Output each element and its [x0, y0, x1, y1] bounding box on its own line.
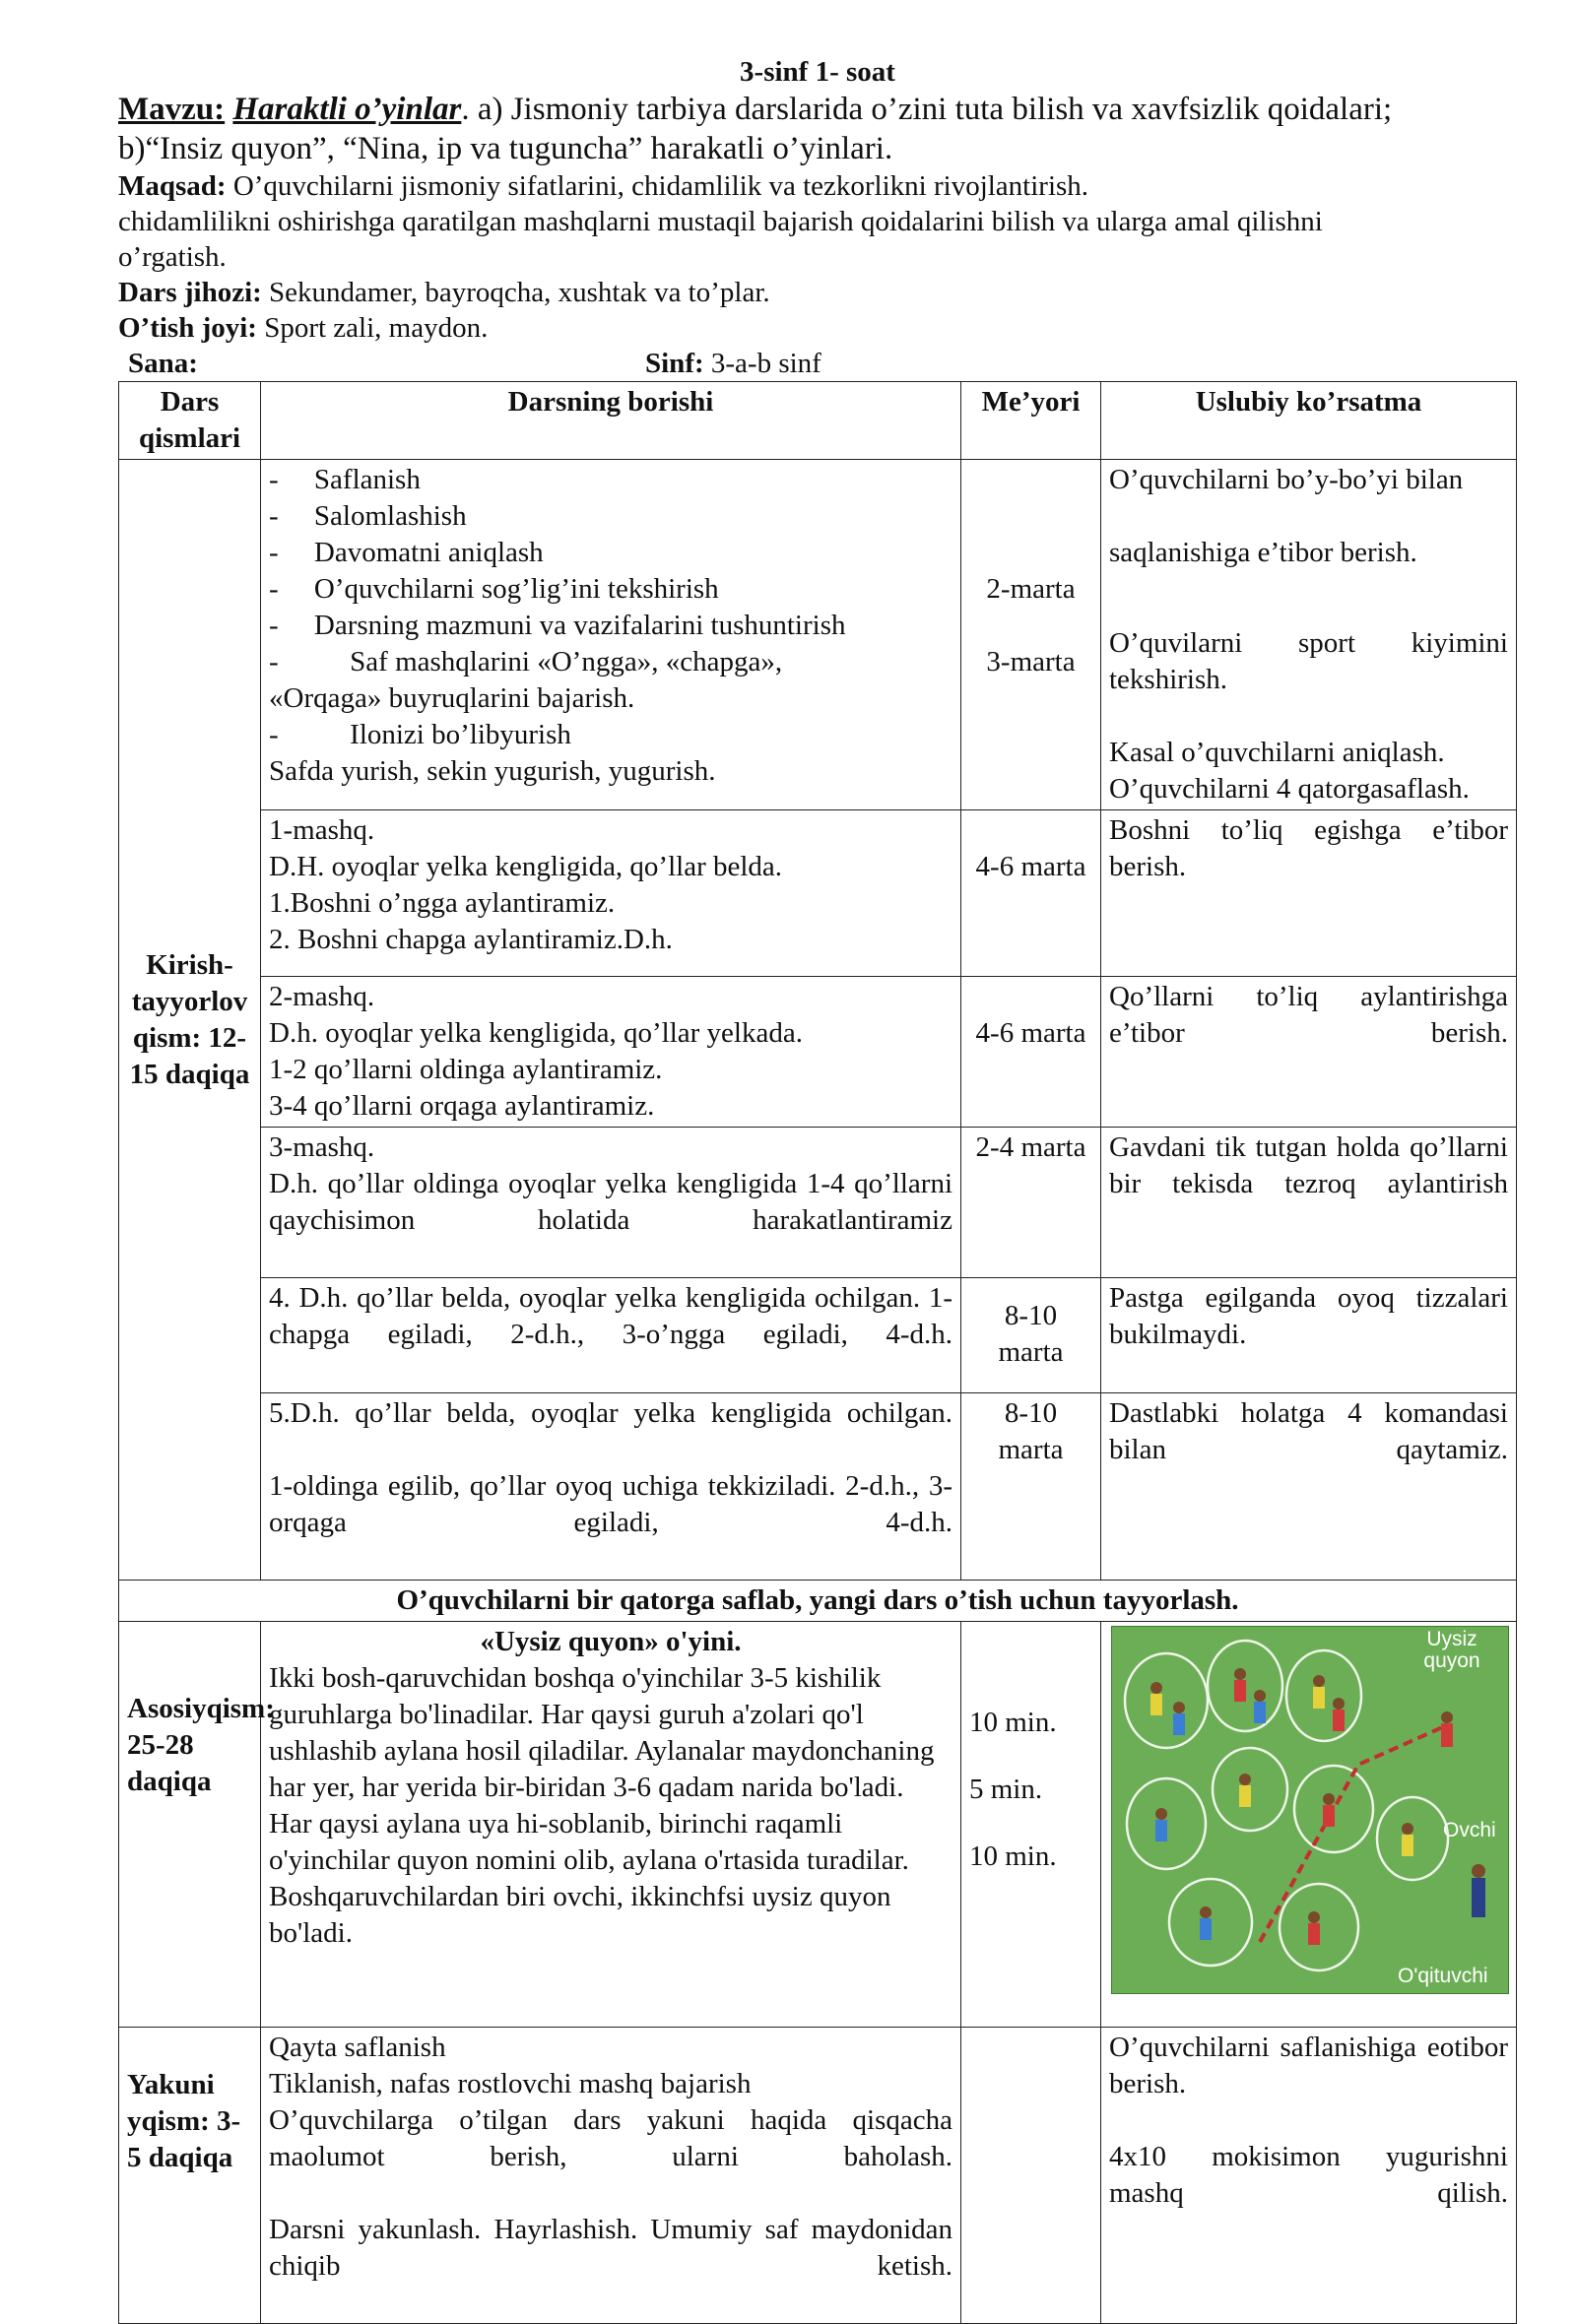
table-header-row	[119, 382, 1517, 460]
list-item: - O’quvchilarni sog’lig’ini tekshirish	[269, 573, 719, 605]
list-item: - Saflanish	[269, 464, 421, 495]
teacher-label: O'qituvchi	[1398, 1965, 1488, 1987]
exercise-3	[261, 1128, 961, 1278]
table-row	[119, 1278, 1517, 1393]
intro-notes	[1101, 460, 1517, 810]
topic-line	[118, 90, 1517, 129]
lesson-plan-page	[118, 54, 1517, 2324]
norm-value: 8-10 marta	[961, 1393, 1101, 1581]
note-text: Boshni to’liq egishga e’tibor berish.	[1101, 810, 1517, 977]
norm-value: 2-4 marta	[961, 1128, 1101, 1278]
venue-line	[118, 310, 1517, 346]
main-norms	[961, 1622, 1101, 2028]
topic-line-2: b)“Insiz quyon”, “Nina, ip va tuguncha” harakatli o’yinlari.	[118, 131, 893, 166]
section-main-label: Asosiyqism: 25-28 daqiqa	[119, 1622, 261, 2028]
exercise-line: 2. Boshni chapga aylantiramiz.D.h.	[269, 924, 673, 955]
homeless-rabbit-label: Uysiz quyon	[1423, 1628, 1480, 1672]
hunter-label: Ovchi	[1443, 1819, 1496, 1841]
intro-norms	[961, 460, 1101, 810]
venue-label: O’tish joyi:	[118, 312, 257, 344]
note-text: Gavdani tik tutgan holda qo’llarni bir tekisda tezroq aylantirish	[1101, 1128, 1517, 1278]
table-row	[119, 810, 1517, 977]
goal-line-3: o’rgatish.	[118, 241, 227, 273]
playground-drawing	[1112, 1627, 1508, 1993]
intro-steps	[261, 460, 961, 810]
norm-value: 5 min.	[969, 1774, 1043, 1805]
final-steps	[261, 2028, 961, 2324]
norm-text: 8-10 marta	[998, 1300, 1064, 1368]
note-text: O’quvilarni sport kiyimini tekshirish.	[1109, 627, 1508, 695]
game-text: Ikki bosh-qaruvchidan boshqa o'yinchilar 3-5 kishilik guruhlarga bo'linadilar. Har qaysi guruh a'zolari qo'l ushlashib aylana hosil qiladilar. Aylanalar maydonchaning har yer, har yerida bir-biridan 3-6 qadam narida bo'ladi. Har qaysi aylana uya hi-soblanib, birinchi raqamli o'yinchilar quyon nomini olib, aylana o'rtasida turadilar. Boshqaruvchilardan biri ovchi, ikkinchfsi uysiz quyon bo'ladi.	[269, 1662, 935, 1949]
goal-line	[118, 168, 1517, 204]
header-process: Darsning borishi	[261, 382, 961, 460]
exercise-line: 3-4 qo’llarni orqaga aylantiramiz.	[269, 1090, 655, 1122]
table-row	[119, 977, 1517, 1128]
exercise-1	[261, 810, 961, 977]
exercise-line: D.h. oyoqlar yelka kengligida, qo’llar yelkada.	[269, 1017, 803, 1049]
table-row	[119, 1581, 1517, 1622]
equipment-label: Dars jihozi:	[118, 277, 262, 308]
date-label: Sana:	[128, 348, 198, 379]
list-item: - Davomatni aniqlash	[269, 537, 544, 568]
topic-name: Haraktli o’yinlar	[232, 92, 462, 127]
list-item: Tiklanish, nafas rostlovchi mashq bajarish	[269, 2068, 752, 2099]
date-class-line	[118, 346, 1517, 381]
exercise-line: 2-mashq.	[269, 981, 375, 1012]
exercise-line: 1-2 qo’llarni oldinga aylantiramiz.	[269, 1054, 663, 1085]
table-row	[119, 1128, 1517, 1278]
class-field	[645, 346, 821, 381]
section-final-label: Yakuni yqism: 3-5 daqiqa	[119, 2028, 261, 2324]
exercise-5	[261, 1393, 961, 1581]
table-row	[119, 2028, 1517, 2324]
header-parts: Dars qismlari	[119, 382, 261, 460]
list-item: «Orqaga» buyruqlarini bajarish.	[269, 682, 635, 714]
class-label: Sinf:	[645, 348, 704, 379]
exercise-line: 5.D.h. qo’llar belda, oyoqlar yelka kengligida ochilgan.	[269, 1397, 952, 1429]
equipment-line	[118, 275, 1517, 310]
note-text: O’quvchilarni bo’y-bo’yi bilan	[1109, 464, 1464, 495]
topic-rest: . a) Jismoniy tarbiya darslarida o’zini tuta bilish va xavfsizlik qoidalari;	[461, 92, 1393, 127]
norm-value	[961, 810, 1101, 977]
header-norm: Me’yori	[961, 382, 1101, 460]
norm-value	[961, 977, 1101, 1128]
goal-label: Maqsad:	[118, 170, 227, 202]
list-item: - Salomlashish	[269, 500, 467, 532]
transition-note: O’quvchilarni bir qatorga saflab, yangi dars o’tish uchun tayyorlash.	[119, 1581, 1517, 1622]
note-text: Kasal o’quvchilarni aniqlash.	[1109, 737, 1445, 768]
note-text: O’quvchilarni 4 qatorgasaflash.	[1109, 773, 1470, 805]
venue-text: Sport zali, maydon.	[256, 312, 489, 344]
list-item: - Ilonizi bo’libyurish	[269, 719, 571, 750]
list-item: Darsni yakunlash. Hayrlashish. Umumiy saf maydonidan chiqib ketish.	[269, 2214, 952, 2282]
game-illustration-cell	[1101, 1622, 1517, 2028]
header-notes: Uslubiy ko’rsatma	[1101, 382, 1517, 460]
game-illustration	[1111, 1626, 1509, 1994]
goal-line-2: chidamlilikni oshirishga qaratilgan mashqlarni mustaqil bajarish qoidalarini bilish va ularga amal qilishni	[118, 206, 1323, 237]
exercise-line: 1-mashq.	[269, 814, 375, 846]
norm-value: 10 min.	[969, 1707, 1057, 1738]
final-norms	[961, 2028, 1101, 2324]
page-title: 3-sinf 1- soat	[740, 56, 895, 88]
chase-path	[1260, 1725, 1447, 1942]
exercise-line: D.H. oyoqlar yelka kengligida, qo’llar belda.	[269, 851, 783, 882]
list-item: - Darsning mazmuni va vazifalarini tushuntirish	[269, 610, 846, 641]
game-title: «Uysiz quyon» o'yini.	[480, 1626, 742, 1657]
note-text: O’quvchilarni saflanishiga eotibor berish.	[1109, 2032, 1508, 2099]
table-row	[119, 1622, 1517, 2028]
table-row	[119, 460, 1517, 810]
note-text: saqlanishiga e’tibor berish.	[1109, 537, 1417, 568]
note-text: 4x10 mokisimon yugurishni mashq qilish.	[1109, 2141, 1508, 2209]
note-text: Qo’llarni to’liq aylantirishga e’tibor berish.	[1101, 977, 1517, 1128]
list-item: - Saf mashqlarini «O’ngga», «chapga»,	[269, 646, 783, 678]
list-item: Safda yurish, sekin yugurish, yugurish.	[269, 755, 716, 787]
norm-value	[961, 1278, 1101, 1393]
norm-text: 4-6 marta	[975, 1017, 1086, 1049]
final-notes	[1101, 2028, 1517, 2324]
exercise-2	[261, 977, 961, 1128]
equipment-text: Sekundamer, bayroqcha, xushtak va to’plar.	[261, 277, 770, 308]
class-value: 3-a-b sinf	[703, 348, 821, 379]
exercise-line: 1.Boshni o’ngga aylantiramiz.	[269, 887, 616, 919]
game-description	[261, 1622, 961, 2028]
list-item: Qayta saflanish	[269, 2032, 446, 2063]
lesson-table	[118, 381, 1517, 2324]
exercise-line: 1-oldinga egilib, qo’llar oyoq uchiga tekkiziladi. 2-d.h., 3-orqaga egiladi, 4-d.h.	[269, 1470, 952, 1538]
topic-label: Mavzu:	[118, 92, 226, 127]
note-text: Pastga egilganda oyoq tizzalari bukilmaydi.	[1101, 1278, 1517, 1393]
table-row	[119, 1393, 1517, 1581]
exercise-line: 3-mashq.	[269, 1131, 375, 1163]
exercise-4: 4. D.h. qo’llar belda, oyoqlar yelka kengligida ochilgan. 1-chapga egiladi, 2-d.h., 3-o’ngga egiladi, 4-d.h.	[261, 1278, 961, 1393]
exercise-line: D.h. qo’llar oldinga oyoqlar yelka kengligida 1-4 qo’llarni qaychisimon holatida harakatlantiramiz	[269, 1168, 952, 1236]
norm-text: 4-6 marta	[975, 851, 1086, 882]
section-intro-label: Kirish-tayyorlov qism: 12-15 daqiqa	[119, 460, 261, 1581]
norm-value: 10 min.	[969, 1840, 1057, 1872]
norm-value: 2-marta	[986, 573, 1076, 605]
hole-circles	[1125, 1641, 1448, 1970]
goal-text: O’quvchilarni jismoniy sifatlarini, chidamlilik va tezkorlikni rivojlantirish.	[226, 170, 1089, 202]
norm-value: 3-marta	[986, 646, 1076, 678]
list-item: O’quvchilarga o’tilgan dars yakuni haqida qisqacha maolumot berish, ularni baholash.	[269, 2104, 952, 2172]
note-text: Dastlabki holatga 4 komandasi bilan qaytamiz.	[1101, 1393, 1517, 1581]
